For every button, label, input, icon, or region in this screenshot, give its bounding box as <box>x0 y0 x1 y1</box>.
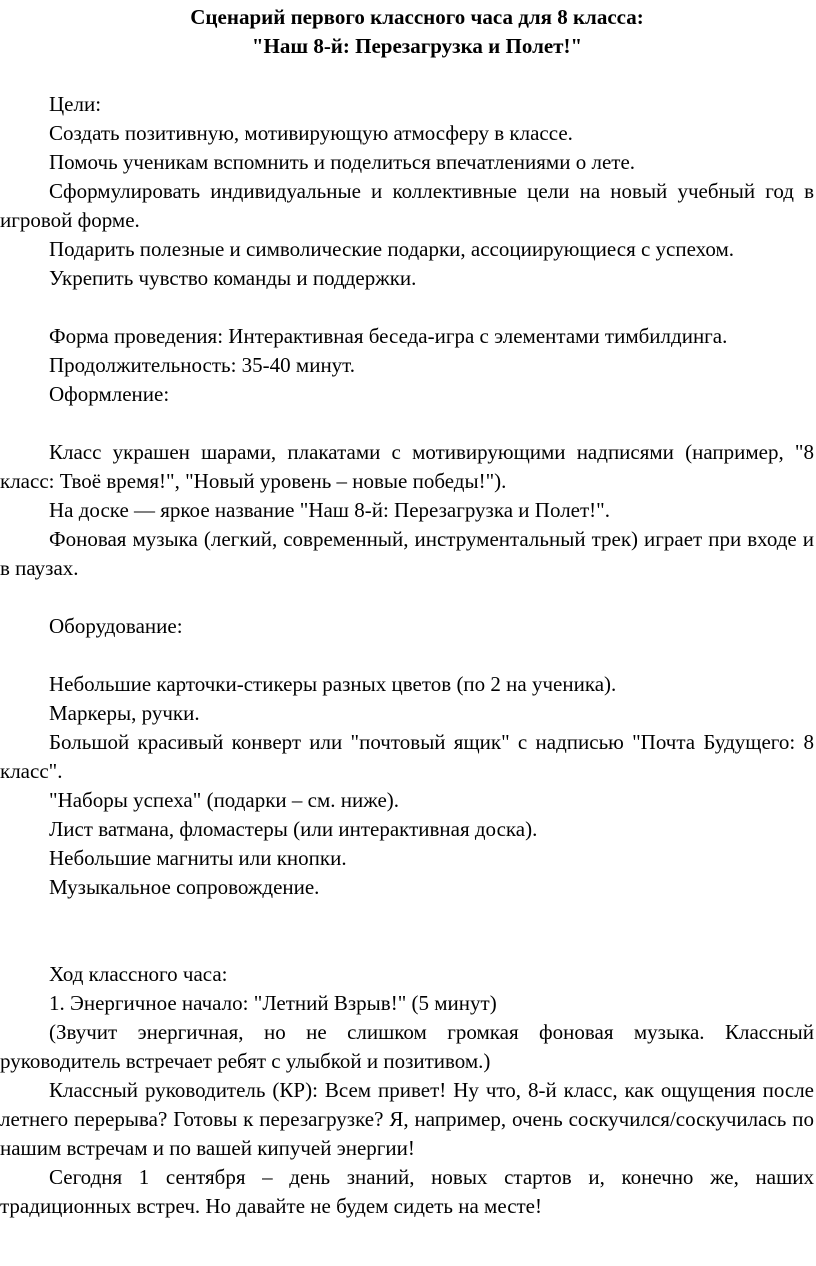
spacer <box>0 641 814 670</box>
equipment-item: Небольшие магниты или кнопки. <box>49 846 347 870</box>
progress-paragraph: (Звучит энергичная, но не слишком громкая фоновая музыка. Классный руководитель встречает ребят с улыбкой и позитивом.) <box>0 1020 814 1073</box>
progress-heading: Ход классного часа: <box>49 962 228 986</box>
decor-item: На доске — яркое название "Наш 8-й: Перезагрузка и Полет!". <box>49 498 610 522</box>
goal-item: Укрепить чувство команды и поддержки. <box>49 266 417 290</box>
format-form: Форма проведения: Интерактивная беседа-игра с элементами тимбилдинга. <box>49 324 728 348</box>
equipment-heading: Оборудование: <box>49 614 183 638</box>
equipment-item: Маркеры, ручки. <box>49 701 200 725</box>
title-line-1: Сценарий первого классного часа для 8 класса: <box>190 5 644 29</box>
decor-item: Класс украшен шарами, плакатами с мотивирующими надписями (например, "8 класс: Твоё время!", "Новый уровень – новые победы!"). <box>0 440 814 493</box>
spacer <box>0 61 814 90</box>
equipment-item: Небольшие карточки-стикеры разных цветов (по 2 на ученика). <box>49 672 617 696</box>
equipment-item: "Наборы успеха" (подарки – см. ниже). <box>49 788 400 812</box>
decor-item: Фоновая музыка (легкий, современный, инструментальный трек) играет при входе и в паузах. <box>0 527 814 580</box>
progress-paragraph: Классный руководитель (КР): Всем привет! Ну что, 8-й класс, как ощущения после летнего перерыва? Готовы к перезагрузке? Я, например, очень соскучился/соскучилась по нашим встречам и по вашей кипучей энергии! <box>0 1078 814 1160</box>
spacer <box>0 902 814 960</box>
spacer <box>0 583 814 612</box>
format-duration: Продолжительность: 35-40 минут. <box>49 353 356 377</box>
spacer <box>0 409 814 438</box>
goal-item: Создать позитивную, мотивирующую атмосферу в классе. <box>49 121 573 145</box>
equipment-item: Большой красивый конверт или "почтовый ящик" с надписью "Почта Будущего: 8 класс". <box>0 730 814 783</box>
goal-item: Помочь ученикам вспомнить и поделиться впечатлениями о лете. <box>49 150 636 174</box>
goals-heading: Цели: <box>49 92 102 116</box>
decor-heading: Оформление: <box>49 382 170 406</box>
title-line-2: "Наш 8-й: Перезагрузка и Полет!" <box>251 34 583 58</box>
goal-item: Сформулировать индивидуальные и коллективные цели на новый учебный год в игровой форме. <box>0 179 814 232</box>
document-title <box>0 0 814 61</box>
goal-item: Подарить полезные и символические подарки, ассоциирующиеся с успехом. <box>49 237 734 261</box>
spacer <box>0 293 814 322</box>
equipment-item: Лист ватмана, фломастеры (или интерактивная доска). <box>49 817 538 841</box>
equipment-item: Музыкальное сопровождение. <box>49 875 320 899</box>
section-title: 1. Энергичное начало: "Летний Взрыв!" (5 минут) <box>49 991 497 1015</box>
progress-paragraph: Сегодня 1 сентября – день знаний, новых стартов и, конечно же, наших традиционных встреч. Но давайте не будем сидеть на месте! <box>0 1165 814 1218</box>
